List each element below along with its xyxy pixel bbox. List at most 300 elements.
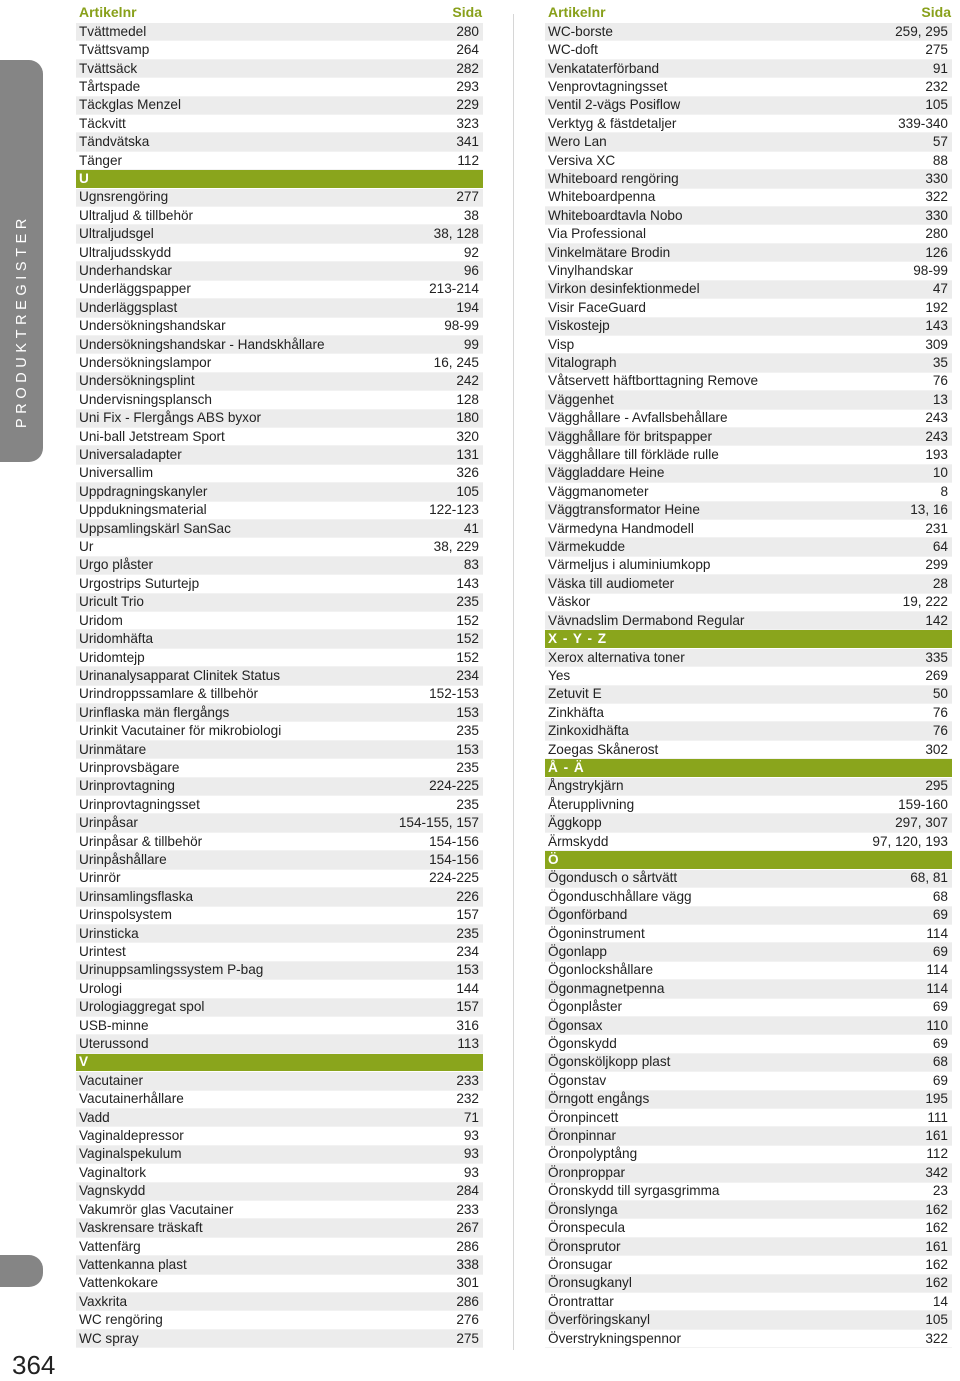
page-reference: 162 — [925, 1220, 948, 1236]
index-row — [76, 97, 483, 115]
page-reference: 114 — [926, 962, 948, 978]
product-name: Vägghållare - Avfallsbehållare — [548, 410, 728, 426]
section-letter: Å - Ä — [548, 759, 585, 775]
index-row — [76, 225, 483, 243]
index-row — [76, 575, 483, 593]
section-header — [76, 1054, 483, 1072]
product-name: Whiteboard rengöring — [548, 170, 679, 186]
index-row — [76, 446, 483, 464]
product-name: Tvättsvamp — [79, 42, 150, 58]
index-row — [76, 483, 483, 501]
product-name: Underläggspapper — [79, 281, 191, 297]
header-article: Artikelnr — [79, 3, 137, 20]
index-column-left — [76, 0, 483, 1348]
index-row — [76, 373, 483, 391]
index-row — [545, 667, 952, 685]
index-row — [545, 152, 952, 170]
index-row — [545, 410, 952, 428]
page-reference: 267 — [456, 1220, 479, 1236]
page-reference: 14 — [932, 1293, 948, 1309]
product-name: Urinprovsbägare — [79, 759, 180, 775]
page-reference: 38, 128 — [433, 226, 479, 242]
page-reference: 280 — [925, 226, 948, 242]
index-row — [76, 1330, 483, 1348]
product-name: Ögonstav — [548, 1072, 607, 1088]
page-reference: 114 — [926, 980, 948, 996]
index-row — [76, 1091, 483, 1109]
product-name: Ultraljud & tillbehör — [79, 207, 194, 223]
index-row — [76, 115, 483, 133]
page-reference: 126 — [925, 244, 948, 260]
index-list-right — [545, 23, 952, 1348]
index-row — [545, 170, 952, 188]
product-name: Ögonförband — [548, 907, 628, 923]
index-row — [76, 189, 483, 207]
product-name: Öronpinnar — [548, 1128, 617, 1144]
index-row — [545, 1109, 952, 1127]
product-name: Ögoninstrument — [548, 925, 645, 941]
index-row — [545, 428, 952, 446]
page-reference: 38 — [463, 207, 479, 223]
page-reference: 233 — [456, 1072, 479, 1088]
page-reference: 68 — [932, 888, 948, 904]
page-reference: 322 — [925, 189, 948, 205]
index-row — [76, 796, 483, 814]
page-reference: 342 — [925, 1164, 948, 1180]
page-reference: 23 — [932, 1183, 948, 1199]
index-row — [545, 262, 952, 280]
index-row — [76, 759, 483, 777]
product-name: Värmedyna Handmodell — [548, 520, 694, 536]
index-row — [545, 538, 952, 556]
product-name: Täckvitt — [79, 115, 126, 131]
page-reference: 235 — [456, 925, 479, 941]
index-row — [545, 999, 952, 1017]
page-reference: 299 — [925, 557, 948, 573]
product-name: Urinrör — [79, 870, 121, 886]
product-name: Tänger — [79, 152, 123, 168]
index-row — [76, 299, 483, 317]
product-name: Whiteboardtavla Nobo — [548, 207, 683, 223]
page-reference: 286 — [456, 1238, 479, 1254]
product-name: Väggmanometer — [548, 483, 649, 499]
page-reference: 234 — [456, 667, 479, 683]
index-row — [545, 115, 952, 133]
product-name: Uricult Trio — [79, 594, 144, 610]
product-name: Zinkhäfta — [548, 704, 604, 720]
page-reference: 229 — [456, 97, 479, 113]
product-name: Vadd — [79, 1109, 110, 1125]
product-name: Zoegas Skånerost — [548, 741, 659, 757]
product-name: Undervisningsplansch — [79, 391, 212, 407]
page-reference: 10 — [932, 465, 948, 481]
product-name: Ögonlapp — [548, 944, 607, 960]
page-reference: 50 — [932, 686, 948, 702]
page-reference: 152-153 — [429, 686, 479, 702]
page-reference: 38, 229 — [433, 539, 479, 555]
product-name: Ventil 2-vägs Posiflow — [548, 97, 681, 113]
page-reference: 162 — [925, 1275, 948, 1291]
index-row — [76, 704, 483, 722]
index-row — [76, 502, 483, 520]
page-reference: 69 — [932, 944, 948, 960]
product-name: WC rengöring — [79, 1312, 163, 1328]
index-row — [545, 1054, 952, 1072]
index-row — [76, 465, 483, 483]
index-row — [76, 318, 483, 336]
index-row — [76, 428, 483, 446]
index-row — [76, 943, 483, 961]
page-reference: 235 — [456, 796, 479, 812]
page-reference: 92 — [463, 244, 479, 260]
product-name: Undersökningshandskar — [79, 318, 226, 334]
page-reference: 88 — [932, 152, 948, 168]
page-reference: 232 — [925, 78, 948, 94]
product-name: Ögonskydd — [548, 1036, 617, 1052]
column-divider — [513, 14, 514, 1350]
product-name: Vägghållare för britspapper — [548, 428, 712, 444]
index-row — [76, 1017, 483, 1035]
page-reference: 64 — [932, 539, 948, 555]
page-reference: 297, 307 — [895, 815, 948, 831]
page-reference: 330 — [925, 207, 948, 223]
page-reference: 112 — [926, 1146, 948, 1162]
page-reference: 259, 295 — [895, 23, 948, 39]
index-row — [545, 502, 952, 520]
page-number: 364 — [12, 1350, 56, 1380]
index-row — [545, 1164, 952, 1182]
product-name: Värmeljus i aluminiumkopp — [548, 557, 711, 573]
page-reference: 57 — [932, 134, 948, 150]
index-row — [76, 1293, 483, 1311]
product-name: Uppdragningskanyler — [79, 483, 208, 499]
page-reference: 243 — [925, 428, 948, 444]
product-name: WC spray — [79, 1330, 139, 1346]
page-reference: 264 — [456, 42, 479, 58]
index-row — [545, 1035, 952, 1053]
index-row — [76, 60, 483, 78]
product-name: Urgo plåster — [79, 557, 154, 573]
product-name: Urinsamlingsflaska — [79, 888, 194, 904]
page-reference: 162 — [925, 1201, 948, 1217]
product-name: Uridomhäfta — [79, 631, 154, 647]
product-name: Ögondusch o sårtvätt — [548, 870, 678, 886]
index-row — [76, 741, 483, 759]
page-reference: 152 — [456, 649, 479, 665]
index-row — [545, 1183, 952, 1201]
page-reference: 152 — [456, 612, 479, 628]
product-name: Uterussond — [79, 1036, 149, 1052]
index-row — [76, 594, 483, 612]
page-reference: 113 — [457, 1036, 479, 1052]
page-reference: 143 — [925, 318, 948, 334]
page-reference: 111 — [927, 1109, 948, 1125]
product-name: Ultraljudsgel — [79, 226, 154, 242]
product-name: Ångstrykjärn — [548, 778, 624, 794]
product-name: Urinuppsamlingssystem P-bag — [79, 962, 264, 978]
product-name: Versiva XC — [548, 152, 616, 168]
index-row — [76, 336, 483, 354]
page-reference: 69 — [932, 1036, 948, 1052]
product-name: Urinspolsystem — [79, 907, 172, 923]
index-row — [545, 60, 952, 78]
page-tab-marker — [0, 1255, 43, 1287]
index-row — [76, 870, 483, 888]
index-row — [545, 281, 952, 299]
page-reference: 154-155, 157 — [398, 815, 479, 831]
product-name: Väggtransformator Heine — [548, 502, 700, 518]
index-row — [545, 649, 952, 667]
product-name: Urintest — [79, 944, 126, 960]
page-reference: 83 — [463, 557, 479, 573]
product-name: Täckglas Menzel — [79, 97, 181, 113]
product-name: Vaxkrita — [79, 1293, 128, 1309]
product-name: Urologiaggregat spol — [79, 999, 205, 1015]
product-name: Ögonplåster — [548, 999, 623, 1015]
product-name: Öronsugar — [548, 1256, 613, 1272]
page-reference: 339-340 — [898, 115, 948, 131]
section-letter: Ö — [548, 851, 560, 867]
page-reference: 280 — [456, 23, 479, 39]
product-name: Uridomtejp — [79, 649, 145, 665]
page-reference: 235 — [456, 594, 479, 610]
column-header — [545, 0, 952, 23]
page-reference: 235 — [456, 759, 479, 775]
index-row — [76, 1238, 483, 1256]
index-row — [545, 907, 952, 925]
page-reference: 128 — [456, 391, 479, 407]
product-name: Xerox alternativa toner — [548, 649, 685, 665]
page-reference: 195 — [925, 1091, 948, 1107]
page-reference: 47 — [932, 281, 948, 297]
product-name: Öronslynga — [548, 1201, 618, 1217]
index-row — [76, 1275, 483, 1293]
product-name: Urinpåshållare — [79, 851, 167, 867]
page-reference: 93 — [463, 1128, 479, 1144]
page-reference: 235 — [456, 723, 479, 739]
page-reference: 309 — [925, 336, 948, 352]
index-row — [76, 1146, 483, 1164]
index-row — [545, 133, 952, 151]
page-reference: 71 — [463, 1109, 479, 1125]
page-reference: 232 — [456, 1091, 479, 1107]
product-name: Urinsticka — [79, 925, 139, 941]
page-reference: 234 — [456, 944, 479, 960]
product-name: Undersökningshandskar - Handskhållare — [79, 336, 325, 352]
index-row — [76, 851, 483, 869]
index-row — [545, 1127, 952, 1145]
index-row — [545, 446, 952, 464]
page-reference: 243 — [925, 410, 948, 426]
column-header — [76, 0, 483, 23]
index-row — [76, 520, 483, 538]
header-page: Sida — [452, 3, 482, 20]
product-name: Överstrykningspennor — [548, 1330, 681, 1346]
index-row — [545, 1256, 952, 1274]
index-row — [545, 1146, 952, 1164]
page-reference: 69 — [932, 999, 948, 1015]
index-row — [76, 244, 483, 262]
section-letter: X - Y - Z — [548, 631, 608, 647]
index-row — [545, 814, 952, 832]
product-name: Undersökningslampor — [79, 355, 212, 371]
page-reference: 153 — [456, 741, 479, 757]
index-row — [545, 704, 952, 722]
page-reference: 293 — [456, 78, 479, 94]
page-reference: 161 — [925, 1238, 948, 1254]
product-name: Öronskydd till syrgasgrimma — [548, 1183, 720, 1199]
index-row — [76, 814, 483, 832]
section-header — [545, 759, 952, 777]
product-name: Virkon desinfektionmedel — [548, 281, 700, 297]
index-row — [545, 980, 952, 998]
product-name: Vaginaldepressor — [79, 1128, 184, 1144]
page-reference: 143 — [456, 575, 479, 591]
sidebar-tab — [0, 60, 43, 462]
product-name: Ögonsax — [548, 1017, 603, 1033]
page-reference: 154-156 — [429, 833, 479, 849]
page-reference: 153 — [456, 962, 479, 978]
sidebar-label-text: PRODUKTREGISTER — [14, 213, 30, 429]
page-reference: 316 — [456, 1017, 479, 1033]
page-reference: 97, 120, 193 — [872, 833, 948, 849]
index-row — [76, 557, 483, 575]
index-row — [545, 943, 952, 961]
index-row — [545, 318, 952, 336]
product-name: Verktyg & fästdetaljer — [548, 115, 677, 131]
index-row — [76, 41, 483, 59]
index-row — [545, 41, 952, 59]
page-reference: 76 — [932, 723, 948, 739]
product-name: Öronsprutor — [548, 1238, 621, 1254]
page-reference: 69 — [932, 907, 948, 923]
page-reference: 93 — [463, 1164, 479, 1180]
product-name: Visp — [548, 336, 575, 352]
page-reference: 19, 222 — [902, 594, 948, 610]
page-reference: 326 — [456, 465, 479, 481]
product-name: Whiteboardpenna — [548, 189, 656, 205]
page-reference: 35 — [932, 355, 948, 371]
index-column-right — [545, 0, 952, 1348]
index-row — [76, 612, 483, 630]
page-reference: 275 — [456, 1330, 479, 1346]
index-row — [545, 189, 952, 207]
index-row — [545, 244, 952, 262]
page-reference: 224-225 — [429, 870, 479, 886]
index-row — [76, 1201, 483, 1219]
product-name: Ärmskydd — [548, 833, 609, 849]
index-list-left — [76, 23, 483, 1348]
index-row — [545, 225, 952, 243]
product-name: Urgostrips Suturtejp — [79, 575, 200, 591]
index-row — [545, 373, 952, 391]
product-name: Vacutainer — [79, 1072, 143, 1088]
product-name: Undersökningsplint — [79, 373, 195, 389]
product-name: Vattenkanna plast — [79, 1256, 187, 1272]
page-reference: 110 — [926, 1017, 948, 1033]
page-reference: 233 — [456, 1201, 479, 1217]
product-name: Uni-ball Jetstream Sport — [79, 428, 225, 444]
page-reference: 69 — [932, 1072, 948, 1088]
product-name: Öronspecula — [548, 1220, 626, 1236]
index-row — [76, 833, 483, 851]
index-row — [76, 1109, 483, 1127]
product-name: Våtservett häftborttagning Remove — [548, 373, 759, 389]
index-row — [545, 722, 952, 740]
page-reference: 105 — [456, 483, 479, 499]
index-row — [76, 1256, 483, 1274]
index-row — [545, 888, 952, 906]
page-reference: 322 — [925, 1330, 948, 1346]
page-reference: 284 — [456, 1183, 479, 1199]
index-row — [76, 1072, 483, 1090]
product-name: Universallim — [79, 465, 154, 481]
product-name: Vaginalspekulum — [79, 1146, 182, 1162]
product-name: Väggladdare Heine — [548, 465, 665, 481]
page-reference: 114 — [926, 925, 948, 941]
index-row — [545, 23, 952, 41]
index-row — [76, 1219, 483, 1237]
index-row — [545, 1219, 952, 1237]
page-reference: 98-99 — [444, 318, 479, 334]
product-name: Urinflaska män flergångs — [79, 704, 230, 720]
product-name: Uridom — [79, 612, 123, 628]
product-name: Underhandskar — [79, 262, 172, 278]
index-row — [545, 778, 952, 796]
index-row — [545, 741, 952, 759]
index-row — [545, 1311, 952, 1329]
page-reference: 277 — [456, 189, 479, 205]
index-row — [76, 962, 483, 980]
product-name: Urologi — [79, 980, 123, 996]
section-letter: V — [79, 1054, 90, 1070]
header-article: Artikelnr — [548, 3, 606, 20]
product-name: Vaginaltork — [79, 1164, 146, 1180]
page-reference: 301 — [456, 1275, 479, 1291]
index-row — [76, 925, 483, 943]
page-reference: 154-156 — [429, 851, 479, 867]
index-row — [545, 483, 952, 501]
product-name: Ögonsköljkopp plast — [548, 1054, 671, 1070]
index-row — [76, 1035, 483, 1053]
page-reference: 122-123 — [429, 502, 479, 518]
product-name: Urinprovtagning — [79, 778, 175, 794]
product-name: Universaladapter — [79, 447, 182, 463]
index-row — [545, 465, 952, 483]
product-name: Zinkoxidhäfta — [548, 723, 629, 739]
index-row — [76, 907, 483, 925]
product-name: Urindroppssamlare & tillbehör — [79, 686, 259, 702]
index-row — [545, 299, 952, 317]
product-name: Ögonmagnetpenna — [548, 980, 665, 996]
page-reference: 105 — [925, 1312, 948, 1328]
page-reference: 16, 245 — [433, 355, 479, 371]
product-name: Uppdukningsmaterial — [79, 502, 207, 518]
index-row — [545, 1293, 952, 1311]
page-reference: 213-214 — [429, 281, 479, 297]
page-reference: 323 — [456, 115, 479, 131]
product-name: Vagnskydd — [79, 1183, 146, 1199]
product-name: Väska till audiometer — [548, 575, 675, 591]
index-row — [545, 1201, 952, 1219]
product-name: Väggenhet — [548, 391, 614, 407]
product-name: Öronproppar — [548, 1164, 626, 1180]
index-row — [76, 354, 483, 372]
index-row — [545, 391, 952, 409]
product-name: Visir FaceGuard — [548, 299, 646, 315]
product-name: Tårtspade — [79, 78, 141, 94]
product-name: Örontrattar — [548, 1293, 614, 1309]
